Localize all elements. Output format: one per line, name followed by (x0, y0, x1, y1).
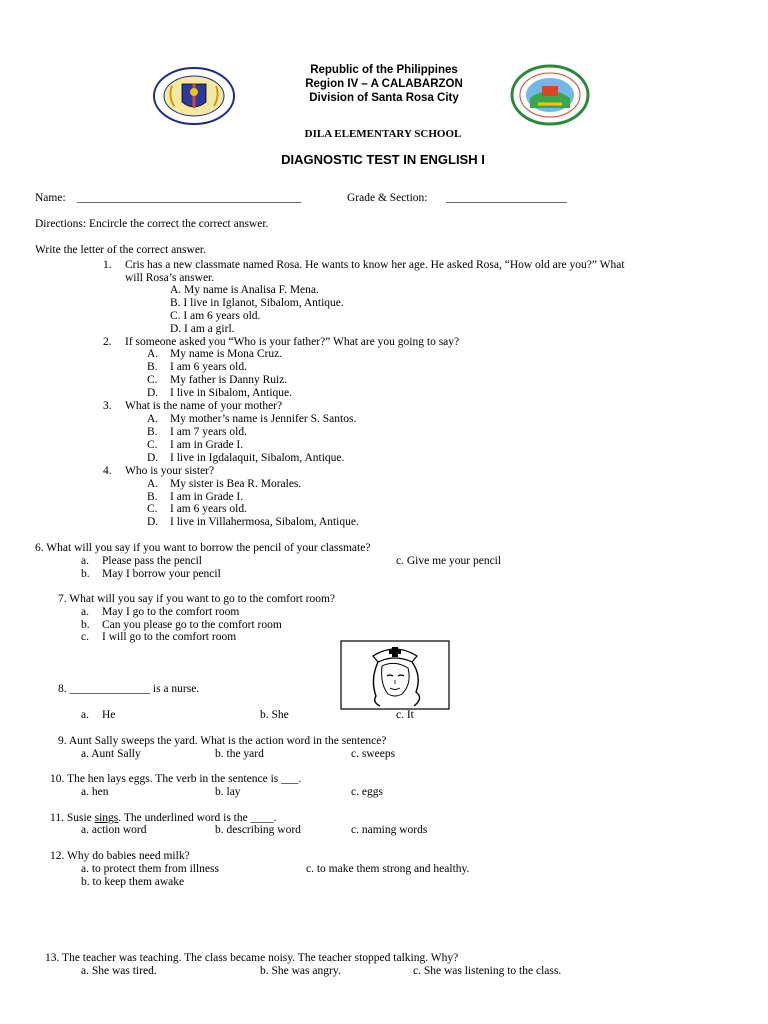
q4-option-a[interactable]: My sister is Bea R. Morales. (170, 478, 302, 490)
q4-letter-c: C. (147, 503, 158, 515)
q1-option-b[interactable]: B. I live in Iglanot, Sibalom, Antique. (170, 297, 344, 309)
q13-option-b[interactable]: b. She was angry. (260, 965, 341, 977)
grade-section-field[interactable]: _____________________ (446, 192, 567, 204)
q7-option-a[interactable]: May I go to the comfort room (102, 606, 240, 618)
q12-option-a[interactable]: a. to protect them from illness (81, 863, 219, 875)
q11-text-pre: 11. Susie (50, 812, 95, 824)
q12-option-c[interactable]: c. to make them strong and healthy. (306, 863, 470, 875)
q3-option-a[interactable]: My mother’s name is Jennifer S. Santos. (170, 413, 357, 425)
q9-option-a[interactable]: a. Aunt Sally (81, 748, 141, 760)
q8-text: 8. ______________ is a nurse. (58, 683, 200, 695)
nurse-picture-icon (340, 640, 450, 710)
q1-option-c[interactable]: C. I am 6 years old. (170, 310, 261, 322)
q13-text: 13. The teacher was teaching. The class became noisy. The teacher stopped talking. Why? (45, 952, 459, 964)
q7-letter-b: b. (81, 619, 90, 631)
q2-letter-d: D. (147, 387, 159, 399)
q2-option-b[interactable]: I am 6 years old. (170, 361, 247, 373)
q8-option-c[interactable]: c. It (396, 709, 414, 721)
q2-text: If someone asked you “Who is your father?” What are you going to say? (125, 336, 460, 348)
q2-option-d[interactable]: I live in Sibalom, Antique. (170, 387, 293, 399)
q3-option-c[interactable]: I am in Grade I. (170, 439, 244, 451)
name-label: Name: (35, 192, 66, 204)
write-letter-instruction: Write the letter of the correct answer. (35, 244, 206, 256)
grade-section-label: Grade & Section: (347, 192, 428, 204)
q4-option-c[interactable]: I am 6 years old. (170, 503, 247, 515)
school-name: DILA ELEMENTARY SCHOOL (304, 128, 462, 140)
q3-option-b[interactable]: I am 7 years old. (170, 426, 247, 438)
test-title: DIAGNOSTIC TEST IN ENGLISH I (281, 152, 485, 167)
q13-option-c[interactable]: c. She was listening to the class. (413, 965, 562, 977)
q1-option-d[interactable]: D. I am a girl. (170, 323, 235, 335)
q2-letter-a: A. (147, 348, 159, 360)
q3-letter-c: C. (147, 439, 158, 451)
q6-letter-a: a. (81, 555, 89, 567)
region-line: Region IV – A CALABARZON (305, 78, 463, 90)
q10-option-b[interactable]: b. lay (215, 786, 241, 798)
q6-option-a[interactable]: Please pass the pencil (102, 555, 202, 567)
q11-option-a[interactable]: a. action word (81, 824, 147, 836)
q11-text (50, 812, 277, 824)
q12-text: 12. Why do babies need milk? (50, 850, 190, 862)
q4-letter-a: A. (147, 478, 159, 490)
q4-number: 4. (103, 465, 112, 477)
q3-option-d[interactable]: I live in Igdalaquit, Sibalom, Antique. (170, 452, 345, 464)
directions: Directions: Encircle the correct the correct answer. (35, 218, 269, 230)
q1-option-a[interactable]: A. My name is Analisa F. Mena. (170, 284, 319, 296)
q2-letter-c: C. (147, 374, 158, 386)
q3-letter-a: A. (147, 413, 159, 425)
q7-letter-c: c. (81, 631, 89, 643)
q6-option-b[interactable]: May I borrow your pencil (102, 568, 221, 580)
q2-letter-b: B. (147, 361, 158, 373)
q9-text: 9. Aunt Sally sweeps the yard. What is the action word in the sentence? (58, 735, 387, 747)
q9-option-b[interactable]: b. the yard (215, 748, 264, 760)
q6-letter-b: b. (81, 568, 90, 580)
q6-option-c[interactable]: c. Give me your pencil (396, 555, 502, 567)
q2-option-c[interactable]: My father is Danny Ruiz. (170, 374, 288, 386)
q3-letter-d: D. (147, 452, 159, 464)
q4-letter-d: D. (147, 516, 159, 528)
q11-option-b[interactable]: b. describing word (215, 824, 301, 836)
q4-option-d[interactable]: I live in Villahermosa, Sibalom, Antique. (170, 516, 359, 528)
q4-letter-b: B. (147, 491, 158, 503)
q2-option-a[interactable]: My name is Mona Cruz. (170, 348, 283, 360)
q8-letter-a: a. (81, 709, 89, 721)
q11-option-c[interactable]: c. naming words (351, 824, 428, 836)
q11-underlined-word: sings (94, 812, 119, 824)
q7-letter-a: a. (81, 606, 89, 618)
q1-number: 1. (103, 259, 112, 271)
q2-number: 2. (103, 336, 112, 348)
division-line: Division of Santa Rosa City (309, 92, 459, 104)
q12-option-b[interactable]: b. to keep them awake (81, 876, 185, 888)
q4-text: Who is your sister? (125, 465, 215, 477)
republic-line: Republic of the Philippines (310, 64, 458, 76)
q13-option-a[interactable]: a. She was tired. (81, 965, 157, 977)
deped-seal-icon (152, 66, 236, 126)
q9-option-c[interactable]: c. sweeps (351, 748, 396, 760)
q3-number: 3. (103, 400, 112, 412)
q7-option-b[interactable]: Can you please go to the comfort room (102, 619, 282, 631)
name-field[interactable]: _______________________________________ (77, 192, 302, 204)
q11-text-post: . The underlined word is the ____. (118, 812, 277, 824)
q8-option-a[interactable]: He (102, 709, 116, 721)
q3-letter-b: B. (147, 426, 158, 438)
q7-text: 7. What will you say if you want to go to the comfort room? (58, 593, 336, 605)
q1-text: Cris has a new classmate named Rosa. He wants to know her age. He asked Rosa, “How old are you?” What (125, 259, 625, 271)
q10-option-c[interactable]: c. eggs (351, 786, 383, 798)
q8-option-b[interactable]: b. She (260, 709, 289, 721)
q7-option-c[interactable]: I will go to the comfort room (102, 631, 237, 643)
q1-text-cont: will Rosa’s answer. (125, 272, 215, 284)
q10-text: 10. The hen lays eggs. The verb in the sentence is ___. (50, 773, 302, 785)
q10-option-a[interactable]: a. hen (81, 786, 109, 798)
q6-text: 6. What will you say if you want to borrow the pencil of your classmate? (35, 542, 371, 554)
q3-text: What is the name of your mother? (125, 400, 283, 412)
q4-option-b[interactable]: I am in Grade I. (170, 491, 244, 503)
